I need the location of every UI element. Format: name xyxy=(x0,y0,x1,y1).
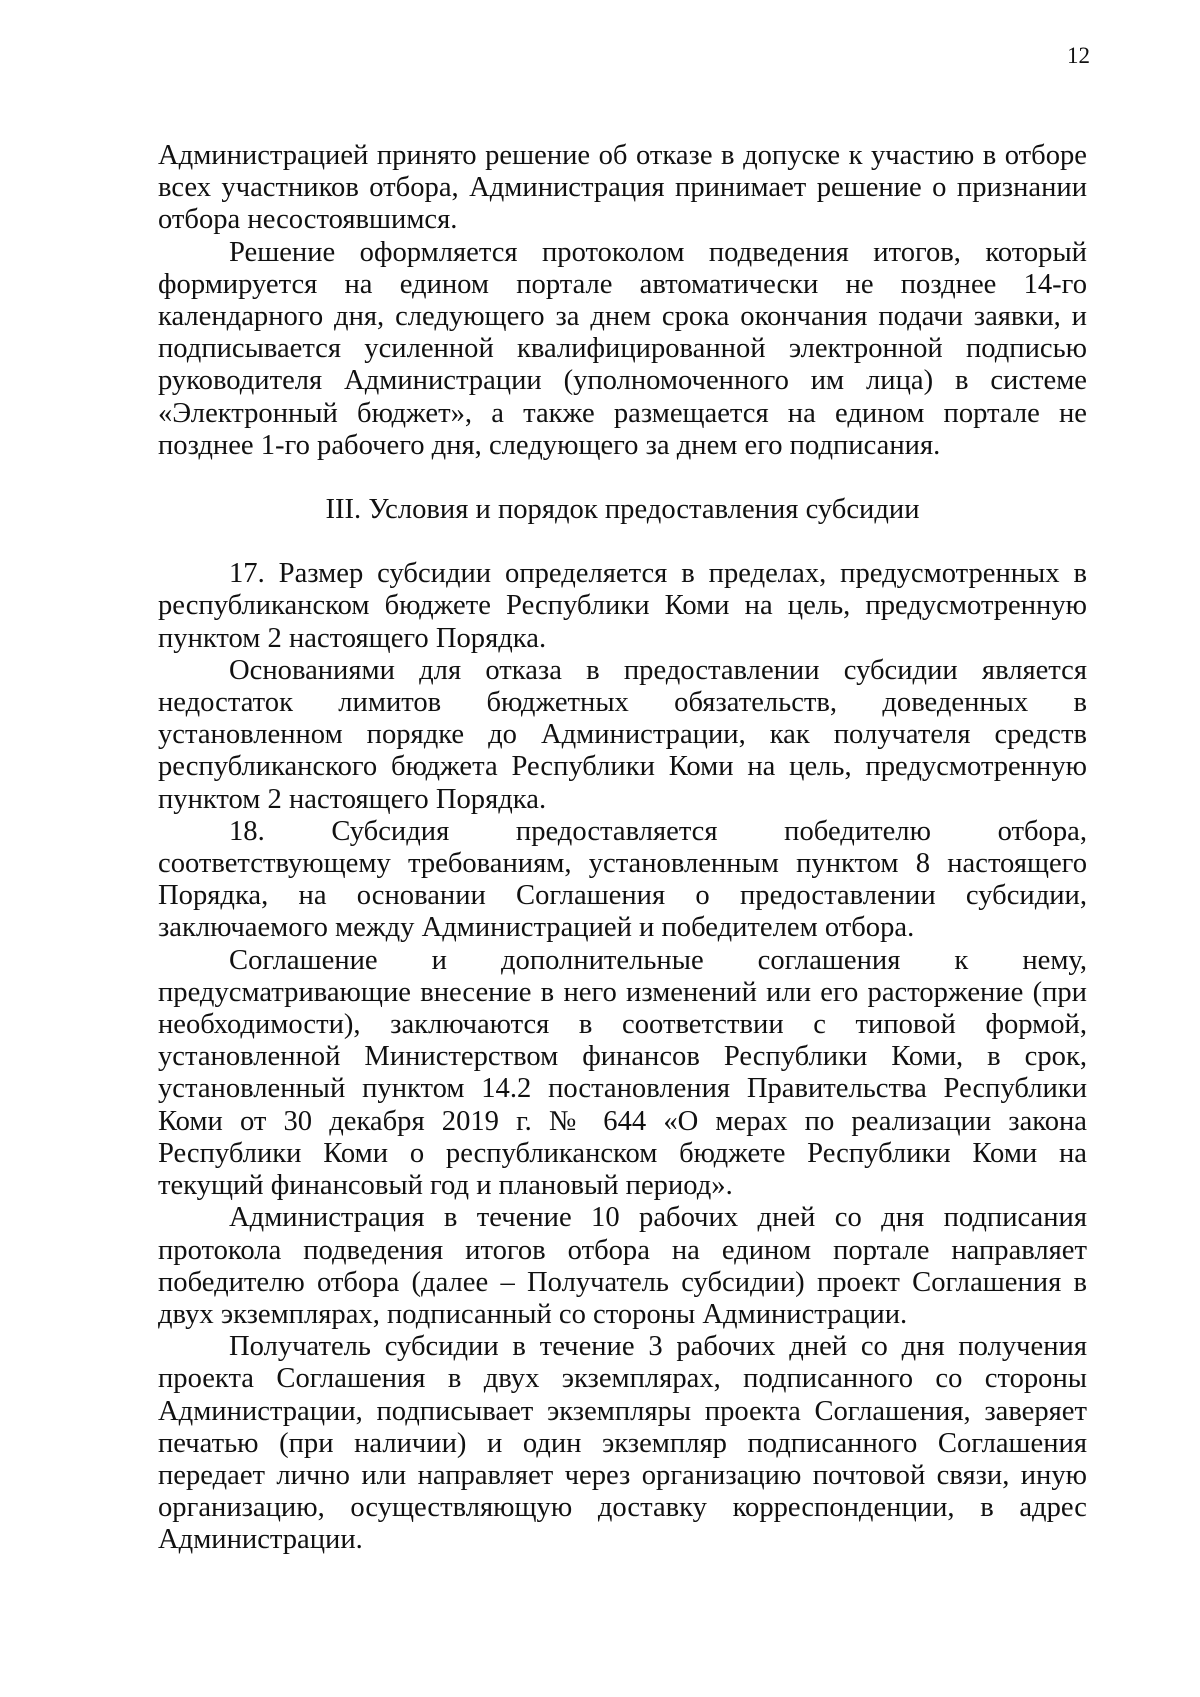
paragraph-agreement: Соглашение и дополнительные соглашения к нему, предусматривающие внесение в него изменений или его расторжение (при необходимости), заключаются в соответствии с типовой формой, установленной Министерством финансов Республики Коми, в срок, установленный пунктом 14.2 постановления Правительства Республики Коми от 30 декабря 2019 г. № 644 «О мерах по реализации закона Республики Коми о республиканском бюджете Республики Коми на текущий финансовый год и плановый период». xyxy=(158,944,1087,1202)
paragraph-refusal-grounds: Основаниями для отказа в предоставлении субсидии является недостаток лимитов бюджетных обязательств, доведенных в установленном порядке до Администрации, как получателя средств республиканского бюджета Республики Коми на цель, предусмотренную пунктом 2 настоящего Порядка. xyxy=(158,654,1087,815)
paragraph-item-17: 17. Размер субсидии определяется в пределах, предусмотренных в республиканском бюджете Республики Коми на цель, предусмотренную пунктом 2 настоящего Порядка. xyxy=(158,558,1087,654)
paragraph-item-18: 18. Субсидия предоставляется победителю отбора, соответствующему требованиям, установленным пунктом 8 настоящего Порядка, на основании Соглашения о предоставлении субсидии, заключаемого между Администрацией и победителем отбора. xyxy=(158,815,1087,944)
section-heading: III. Условия и порядок предоставления субсидии xyxy=(325,494,920,526)
page-number: 12 xyxy=(1067,43,1090,68)
document-body xyxy=(158,140,1087,1557)
paragraph-decision-protocol: Решение оформляется протоколом подведения итогов, который формируется на едином портале автоматически не позднее 14-го календарного дня, следующего за днем срока окончания подачи заявки, и подписывается усиленной квалифицированной электронной подписью руководителя Администрации (уполномоченного им лица) в системе «Электронный бюджет», а также размещается на едином портале не позднее 1-го рабочего дня, следующего за днем его подписания. xyxy=(158,236,1087,461)
paragraph-continuation: Администрацией принято решение об отказе в допуске к участию в отборе всех участников отбора, Администрация принимает решение о признании отбора несостоявшимся. xyxy=(158,140,1087,236)
paragraph-administration-sends: Администрация в течение 10 рабочих дней со дня подписания протокола подведения итогов отбора на едином портале направляет победителю отбора (далее – Получатель субсидии) проект Соглашения в двух экземплярах, подписанный со стороны Администрации. xyxy=(158,1202,1087,1330)
paragraph-recipient-signs: Получатель субсидии в течение 3 рабочих дней со дня получения проекта Соглашения в двух экземплярах, подписанного со стороны Администрации, подписывает экземпляры проекта Соглашения, заверяет печатью (при наличии) и один экземпляр подписанного Соглашения передает лично или направляет через организацию почтовой связи, иную организацию, осуществляющую доставку корреспонденции, в адрес Администрации. xyxy=(158,1331,1087,1556)
